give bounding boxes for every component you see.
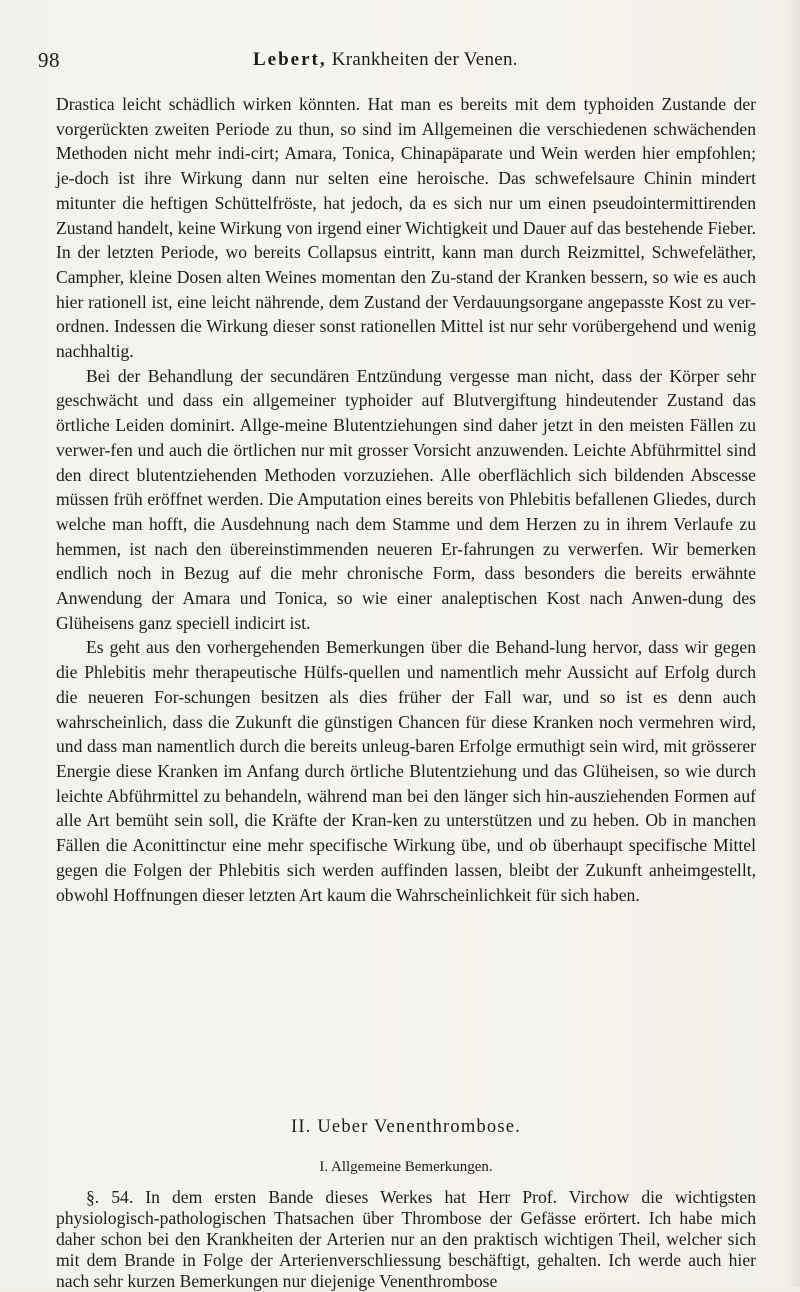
section-heading: II. Ueber Venenthrombose. <box>290 1117 521 1137</box>
author-name: Lebert, <box>253 49 327 70</box>
page-edge-shadow <box>786 0 800 1287</box>
main-text-block <box>56 92 756 907</box>
running-title <box>253 49 518 71</box>
paragraph-secondary-inflammation: Bei der Behandlung der secundären Entzündung vergesse man nicht, dass der Körper sehr geschwächt und dass ein allgemeiner typhoider auf Blutvergiftung hindeutender Zustand das örtliche Leiden dominirt. Allge-meine Blutentziehungen sind daher jetzt in den meisten Fällen zu verwer-fen und auch die örtlichen nur mit grosser Vorsicht anzuwenden. Leichte Abführmittel sind den direct blutentziehenden Methoden vorzuziehen. Alle oberflächlich sich bildenden Abscesse müssen früh eröffnet werden. Die Amputation eines bereits von Phlebitis befallenen Gliedes, durch welche man hofft, die Ausdehnung nach dem Stamme und dem Herzen zu in ihrem Verlaufe zu hemmen, ist nach den übereinstimmenden neueren Er-fahrungen zu verwerfen. Wir bemerken endlich noch in Bezug auf die mehr chronische Form, dass besonders die bereits erwähnte Anwendung der Amara und Tonica, so wie einer analeptischen Kost nach Anwen-dung des Glüheisens ganz speciell indicirt ist. <box>56 365 756 633</box>
running-header <box>38 48 758 74</box>
section-text-block <box>56 1187 756 1292</box>
page-number: 98 <box>38 48 60 72</box>
paragraph-section-54: §. 54. In dem ersten Bande dieses Werkes hat Herr Prof. Virchow die wichtigsten physiologisch-pathologischen Thatsachen über Thrombose der Gefässe erörtert. Ich habe mich daher schon bei den Krankheiten der Arterien nur an den praktisch wichtigen Theil, welcher sich mit dem Brande in Folge der Arterienverschliessung beschäftigt, gehalten. Ich werde auch hier nach sehr kurzen Bemerkungen nur diejenige Venenthrombose <box>56 1187 756 1291</box>
paragraph-conclusion: Es geht aus den vorhergehenden Bemerkungen über die Behand-lung hervor, dass wir gegen die Phlebitis mehr therapeutische Hülfs-quellen und namentlich mehr Aussicht auf Erfolg durch die neueren For-schungen besitzen als dies früher der Fall war, und so ist es denn auch wahrscheinlich, dass die Zukunft die günstigen Chancen für diese Kranken noch vermehren wird, und dass man namentlich durch die bereits unleug-baren Erfolge ermuthigt sein wird, mit grösserer Energie diese Kranken im Anfang durch örtliche Blutentziehung und das Glüheisen, so wie durch leichte Abführmittel zu behandeln, während man bei den länger sich hin-ausziehenden Formen auf alle Art bemüht sein soll, die Kräfte der Kran-ken zu unterstützen und zu heben. Ob in manchen Fällen die Aconittinctur eine mehr specifische Wirkung übe, und ob überhaupt specifische Mittel gegen die Folgen der Phlebitis sich werden auffinden lassen, bleibt der Zukunft anheimgestellt, obwohl Hoffnungen dieser letzten Art kaum die Wahrscheinlichkeit für sich haben. <box>56 637 756 905</box>
section-subheading: I. Allgemeine Bemerkungen. <box>319 1159 493 1175</box>
paragraph-continuation: Drastica leicht schädlich wirken könnten. Hat man es bereits mit dem typhoiden Zustande der vorgerückten zweiten Periode zu thun, so sind im Allgemeinen die verschiedenen schwächenden Methoden nicht mehr indi-cirt; Amara, Tonica, Chinapäparate und Wein werden hier empfohlen; je-doch ist ihre Wirkung dann nur selten eine heroische. Das schwefelsaure Chinin mindert mitunter die heftigen Schüttelfröste, hat jedoch, da es sich nur um einen pseudointermittirenden Zustand handelt, keine Wirkung von irgend einer Wichtigkeit und Dauer auf das bestehende Fieber. In der letzten Periode, wo bereits Collapsus eintritt, kann man durch Reizmittel, Schwefeläther, Campher, kleine Dosen alten Weines momentan den Zu-stand der Kranken bessern, so wie es auch hier rationell ist, eine leicht nährende, dem Zustand der Verdauungsorgane angepasste Kost zu ver-ordnen. Indessen die Wirkung dieser sonst rationellen Mittel ist nur sehr vorübergehend und wenig nachhaltig. <box>56 94 756 362</box>
chapter-title: Krankheiten der Venen. <box>331 49 518 70</box>
